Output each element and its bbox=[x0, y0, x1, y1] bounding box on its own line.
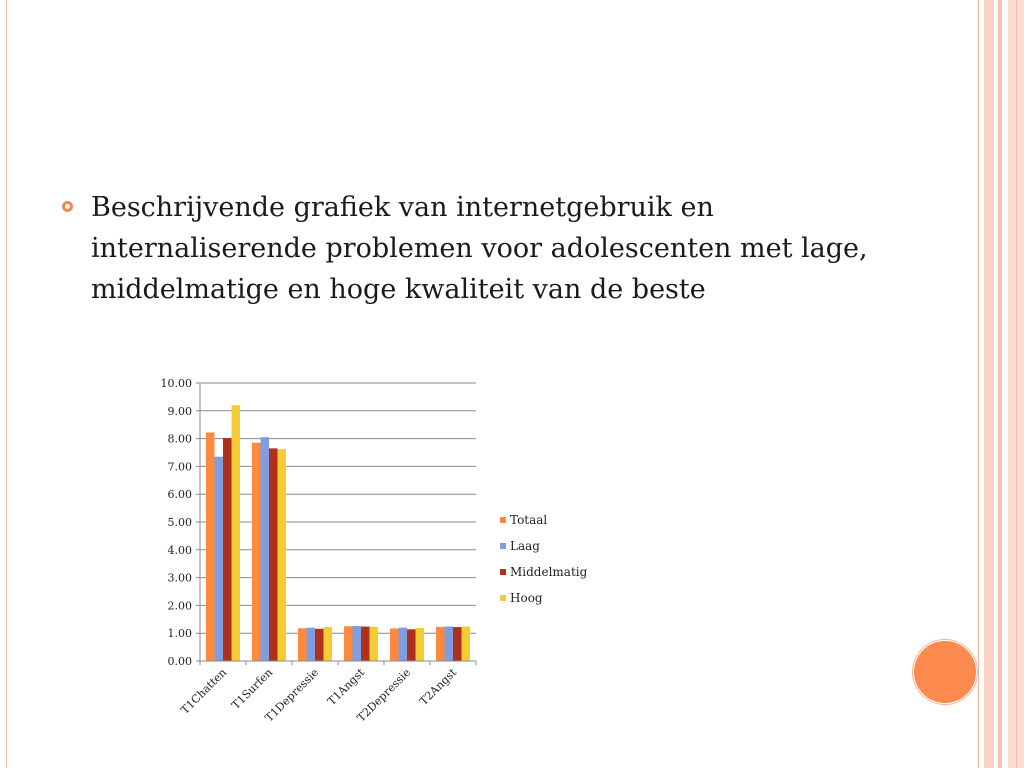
y-tick-label: 4.00 bbox=[167, 543, 192, 557]
legend-swatch bbox=[500, 543, 506, 549]
x-tick-label: T2Angst bbox=[417, 665, 460, 708]
bar-totaal bbox=[206, 432, 215, 661]
bar-totaal bbox=[298, 628, 307, 661]
bar-laag bbox=[353, 626, 362, 661]
frame-band-right bbox=[984, 0, 994, 768]
bar-chart bbox=[140, 370, 620, 760]
x-tick-label: T1Chatten bbox=[178, 665, 230, 717]
decorative-circle bbox=[913, 640, 977, 704]
y-tick-label: 2.00 bbox=[167, 599, 192, 613]
y-tick-label: 8.00 bbox=[167, 432, 192, 446]
bar-middelmatig bbox=[223, 438, 232, 661]
bar-laag bbox=[399, 628, 408, 661]
y-tick-label: 0.00 bbox=[167, 655, 192, 668]
bullet-item bbox=[62, 187, 882, 310]
legend-label: Middelmatig bbox=[510, 565, 588, 579]
bar-laag bbox=[445, 627, 454, 661]
chart-svg bbox=[140, 370, 620, 760]
y-tick-label: 9.00 bbox=[167, 404, 192, 418]
y-tick-label: 3.00 bbox=[167, 571, 192, 585]
frame-band-right bbox=[998, 0, 1002, 768]
frame-line-right bbox=[978, 0, 979, 768]
bar-middelmatig bbox=[269, 448, 278, 661]
y-tick-label: 6.00 bbox=[167, 488, 192, 502]
frame-line-left bbox=[6, 0, 7, 768]
frame-line-right bbox=[1016, 0, 1017, 768]
y-tick-label: 1.00 bbox=[167, 627, 192, 641]
x-tick-label: T1Surfen bbox=[229, 665, 276, 712]
bar-middelmatig bbox=[407, 629, 416, 661]
legend-label: Hoog bbox=[510, 591, 543, 605]
y-tick-label: 10.00 bbox=[160, 377, 192, 390]
bar-hoog bbox=[416, 628, 425, 661]
bar-middelmatig bbox=[361, 627, 370, 661]
bar-middelmatig bbox=[453, 627, 462, 661]
bar-hoog bbox=[462, 627, 471, 661]
bullet-ring-icon bbox=[62, 201, 73, 212]
bar-totaal bbox=[390, 628, 399, 661]
bar-totaal bbox=[436, 627, 445, 661]
bar-laag bbox=[307, 628, 316, 661]
y-tick-label: 7.00 bbox=[167, 460, 192, 474]
bar-hoog bbox=[278, 449, 287, 661]
legend-swatch bbox=[500, 595, 506, 601]
legend-swatch bbox=[500, 517, 506, 523]
bar-hoog bbox=[324, 627, 333, 661]
legend-label: Laag bbox=[510, 539, 540, 553]
legend-swatch bbox=[500, 569, 506, 575]
bar-laag bbox=[215, 457, 224, 661]
x-tick-label: T2Depressie bbox=[354, 665, 414, 725]
bullet-text: Beschrijvende grafiek van internetgebruik en internaliserende problemen voor adolescenten met lage, middelmatige en hoge kwaliteit van de beste bbox=[91, 192, 868, 305]
legend-label: Totaal bbox=[510, 513, 548, 527]
y-tick-label: 5.00 bbox=[167, 516, 192, 529]
bar-hoog bbox=[232, 405, 241, 661]
x-tick-label: T1Angst bbox=[325, 665, 368, 708]
bar-totaal bbox=[344, 626, 353, 661]
bar-laag bbox=[261, 437, 270, 661]
bar-hoog bbox=[370, 627, 379, 661]
bar-middelmatig bbox=[315, 629, 324, 661]
x-tick-label: T1Depressie bbox=[262, 665, 322, 725]
bar-totaal bbox=[252, 443, 261, 661]
